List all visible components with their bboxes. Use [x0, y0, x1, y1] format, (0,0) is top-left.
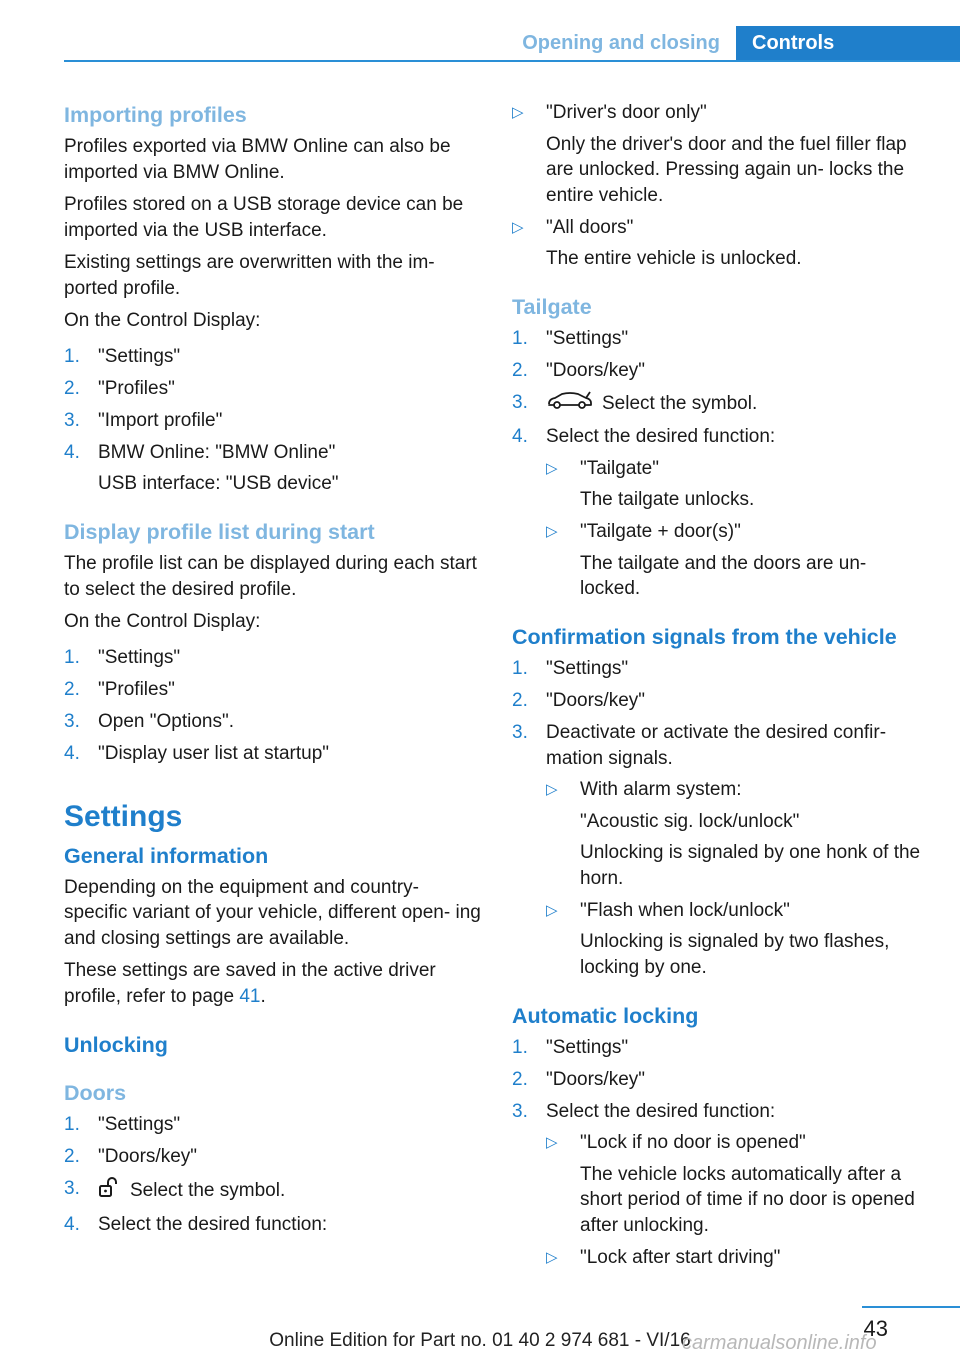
bullet-item — [546, 519, 930, 602]
step-number: 1. — [512, 658, 528, 679]
step-number: 3. — [64, 409, 80, 431]
step-text: "Profiles" — [98, 377, 175, 399]
display-profile-list-heading: Display profile list during start — [64, 520, 375, 544]
watermark: carmanualsonline.info — [682, 1332, 877, 1354]
bullet-item — [546, 1245, 930, 1271]
step-number: 3. — [64, 1178, 80, 1199]
step-number: 3. — [512, 392, 528, 413]
option-label: "All doors" — [546, 216, 634, 238]
doors-steps-list — [64, 1112, 482, 1238]
step-number: 2. — [512, 360, 528, 381]
step-number: 4. — [512, 426, 528, 447]
confirmation-steps-list — [512, 656, 930, 980]
option-label: "Lock after start driving" — [580, 1246, 781, 1268]
option-description: The tailgate unlocks. — [580, 489, 755, 510]
importing-profiles-heading: Importing profiles — [64, 103, 247, 127]
page-reference-link[interactable]: 41 — [239, 985, 261, 1007]
step-text: "Settings" — [98, 646, 181, 668]
list-item — [512, 1067, 930, 1093]
confirmation-signals-heading: Confirmation signals from the vehicle — [512, 625, 897, 649]
list-item — [64, 1112, 482, 1138]
option-description: The vehicle locks automatically after a short period of time if no door is opened after unlocking. — [580, 1163, 915, 1236]
bullet-item — [546, 456, 930, 513]
header-rule — [64, 60, 960, 62]
step-number: 2. — [512, 690, 528, 711]
text: . — [260, 985, 266, 1007]
step-text: "Doors/key" — [546, 360, 646, 381]
step-text: Select the desired function: — [98, 1214, 328, 1235]
step-number: 2. — [64, 1146, 80, 1167]
option-label: With alarm system: — [580, 779, 742, 800]
step-text: Open "Options". — [98, 710, 235, 732]
step-subtext: USB interface: "USB device" — [98, 473, 339, 494]
unlocking-heading: Unlocking — [64, 1033, 168, 1057]
step-number: 2. — [512, 1068, 528, 1090]
general-information-heading: General information — [64, 843, 269, 868]
triangle-right-icon: ▷ — [546, 781, 558, 798]
step-text: Deactivate or activate the desired confir- mation signals. — [546, 722, 887, 769]
edition-footer: Online Edition for Part no. 01 40 2 974 681 - VI/16 — [269, 1330, 691, 1351]
option-label: "Flash when lock/unlock" — [580, 899, 790, 921]
triangle-right-icon: ▷ — [546, 1248, 558, 1266]
paragraph: On the Control Display: — [64, 611, 261, 632]
step-text: "Settings" — [546, 1036, 629, 1058]
list-item — [64, 408, 482, 434]
confirmation-options — [546, 777, 930, 980]
bullet-item — [546, 898, 930, 981]
option-description: The tailgate and the doors are un- locked. — [580, 552, 867, 599]
list-item — [64, 1212, 482, 1238]
triangle-right-icon: ▷ — [512, 104, 524, 121]
display-list-steps — [64, 645, 482, 767]
paragraph: The profile list can be displayed during each start to select the desired profile. — [64, 553, 477, 600]
step-text: "Display user list at startup" — [98, 742, 330, 764]
list-item — [64, 376, 482, 402]
option-description: The entire vehicle is unlocked. — [546, 248, 802, 269]
step-number: 1. — [512, 1036, 528, 1058]
step-text: "Import profile" — [98, 409, 223, 431]
list-item — [64, 440, 482, 497]
doors-heading: Doors — [64, 1081, 127, 1105]
step-number: 1. — [64, 646, 80, 668]
step-text: "Settings" — [546, 328, 629, 349]
list-item — [512, 1099, 930, 1271]
list-item — [64, 709, 482, 735]
step-number: 4. — [64, 742, 80, 764]
section-tab: Opening and closing — [522, 32, 720, 54]
paragraph: Depending on the equipment and country- specific variant of your vehicle, different open- ing and closing settings are available. — [64, 876, 481, 949]
list-item — [512, 424, 930, 602]
list-item — [512, 1035, 930, 1061]
list-item — [64, 1176, 482, 1206]
option-label: "Driver's door only" — [546, 102, 707, 123]
list-item — [64, 344, 482, 370]
step-number: 3. — [64, 710, 80, 732]
list-item — [512, 326, 930, 352]
lock-open-icon — [98, 1176, 122, 1206]
paragraph: Profiles stored on a USB storage device can be imported via the USB interface. — [64, 194, 464, 241]
tailgate-heading: Tailgate — [512, 295, 592, 319]
step-number: 1. — [64, 1114, 80, 1135]
step-text: Select the symbol. — [602, 392, 758, 414]
left-column — [64, 100, 482, 1244]
list-item — [64, 1144, 482, 1170]
step-number: 2. — [64, 377, 80, 399]
auto-lock-options — [546, 1130, 930, 1270]
step-number: 2. — [64, 678, 80, 700]
bullet-item — [512, 100, 930, 208]
chapter-tab: Controls — [736, 26, 960, 60]
step-text: "Settings" — [98, 345, 181, 367]
step-text: Select the desired function: — [546, 1100, 776, 1122]
automatic-locking-heading: Automatic locking — [512, 1003, 699, 1028]
step-text: "Doors/key" — [546, 1068, 646, 1090]
list-item — [512, 688, 930, 714]
step-number: 4. — [64, 441, 80, 463]
step-number: 3. — [512, 1100, 528, 1122]
settings-heading: Settings — [64, 799, 183, 833]
step-text: BMW Online: "BMW Online" — [98, 441, 336, 463]
option-description: Only the driver's door and the fuel filler flap are unlocked. Pressing again un- locks the entire vehicle. — [546, 133, 907, 206]
paragraph: On the Control Display: — [64, 310, 261, 331]
auto-lock-steps-list — [512, 1035, 930, 1271]
list-item — [512, 720, 930, 980]
tailgate-steps-list — [512, 326, 930, 602]
step-number: 4. — [64, 1214, 80, 1235]
list-item — [64, 677, 482, 703]
step-text: "Settings" — [98, 1114, 181, 1135]
option-label: "Tailgate + door(s)" — [580, 521, 741, 542]
right-column — [512, 100, 930, 1277]
list-item — [512, 656, 930, 682]
step-text: "Settings" — [546, 658, 629, 679]
paragraph: Profiles exported via BMW Online can also be imported via BMW Online. — [64, 136, 451, 183]
import-steps-list — [64, 344, 482, 497]
step-number: 1. — [512, 328, 528, 349]
list-item — [64, 741, 482, 767]
option-label: "Tailgate" — [580, 457, 659, 479]
step-text: Select the desired function: — [546, 426, 776, 447]
triangle-right-icon: ▷ — [512, 218, 524, 236]
step-text: Select the symbol. — [130, 1179, 286, 1201]
triangle-right-icon: ▷ — [546, 901, 558, 919]
list-item — [512, 358, 930, 384]
triangle-right-icon: ▷ — [546, 459, 558, 477]
bullet-item — [512, 215, 930, 272]
car-tailgate-icon — [546, 390, 594, 418]
step-number: 3. — [512, 722, 528, 743]
paragraph: Existing settings are overwritten with the im- ported profile. — [64, 252, 435, 299]
step-text: "Profiles" — [98, 678, 175, 700]
bullet-item — [546, 1130, 930, 1238]
option-description: Unlocking is signaled by two flashes, locking by one. — [580, 931, 890, 978]
step-number: 1. — [64, 345, 80, 367]
step-text: "Doors/key" — [546, 690, 646, 711]
bullet-item — [546, 777, 930, 891]
page-number: 43 — [863, 1316, 888, 1341]
option-description: Unlocking is signaled by one honk of the horn. — [580, 842, 921, 889]
option-label: "Lock if no door is opened" — [580, 1132, 806, 1153]
tailgate-options — [546, 456, 930, 602]
option-subtext: "Acoustic sig. lock/unlock" — [580, 810, 800, 832]
page-header — [0, 0, 960, 62]
paragraph — [64, 958, 482, 1009]
text: These settings are saved in the active driver profile, refer to page — [64, 960, 436, 1007]
triangle-right-icon: ▷ — [546, 1134, 558, 1151]
step-text: "Doors/key" — [98, 1146, 198, 1167]
triangle-right-icon: ▷ — [546, 523, 558, 540]
footer-rule — [862, 1306, 960, 1308]
list-item — [64, 645, 482, 671]
list-item — [512, 390, 930, 418]
